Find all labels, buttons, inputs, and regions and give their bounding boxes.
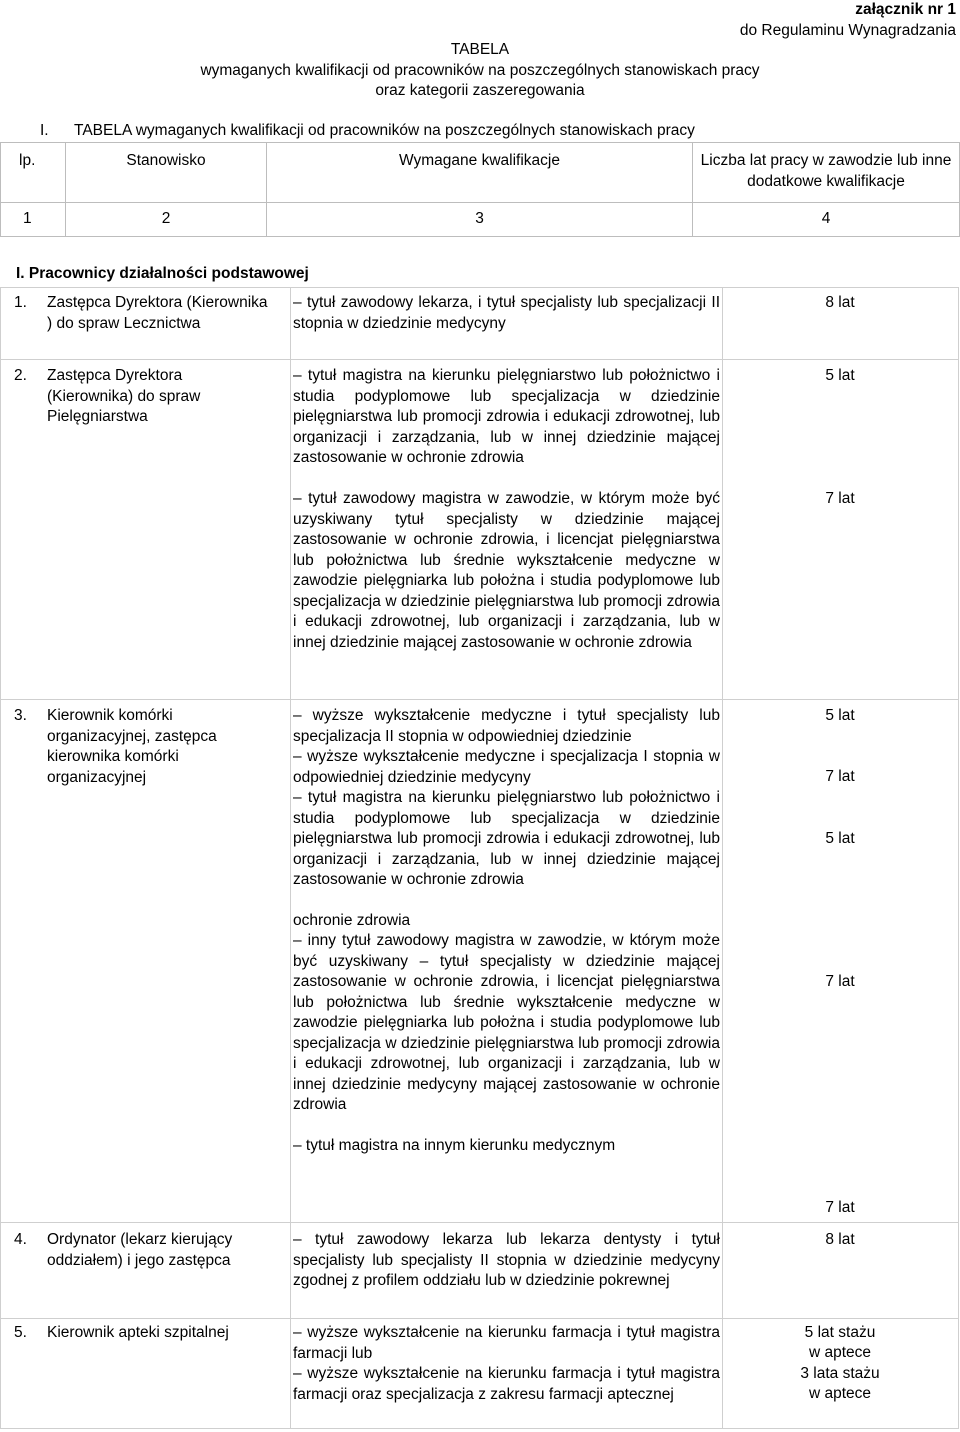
attachment-reference: do Regulaminu Wynagradzania — [739, 21, 956, 39]
grid-line — [0, 699, 959, 700]
header-num-1: 1 — [1, 203, 66, 237]
grid-line — [0, 359, 959, 360]
row-lata: 5 lat — [825, 830, 855, 847]
grid-line — [0, 287, 959, 288]
row-lp: 5. — [14, 1324, 27, 1341]
row-kwalifikacja: – tytuł magistra na kierunku pielęgniarstwo lub położnictwo i studia podyplomowe lub specjalizacja w dziedzinie pielęgniarstwa lub promocji zdrowia i edukacji zdrowotnej, lub organizacji i zarządzania, lub w innej dziedzinie mającej zastosowanie w ochronie zdrowia — [293, 367, 720, 466]
row-kwalifikacja: ochronie zdrowia — [293, 912, 411, 929]
row-lata: 3 lata stażu — [800, 1365, 880, 1382]
row-stanowisko: Zastępca Dyrektora (Kierownika ) do spraw Lecznictwa — [47, 294, 268, 332]
attachment-number: załącznik nr 1 — [855, 1, 956, 18]
row-lp: 2. — [14, 367, 27, 384]
row-lata: 7 lat — [825, 490, 855, 507]
row-lata: 5 lat stażu — [804, 1324, 876, 1341]
header-stanowisko: Stanowisko — [66, 143, 267, 203]
header-table — [0, 142, 960, 237]
row-kwalifikacja: – tytuł zawodowy lekarza, i tytuł specjalisty lub specjalizacji II stopnia w dziedzinie medycyny — [293, 294, 720, 332]
grid-line — [958, 287, 959, 1429]
header-num-2: 2 — [66, 203, 267, 237]
title-line-1: TABELA — [450, 41, 510, 58]
row-lata: w aptece — [808, 1385, 872, 1402]
section-text: TABELA wymaganych kwalifikacji od pracowników na poszczególnych stanowiskach pracy — [74, 122, 695, 139]
row-kwalifikacja: – wyższe wykształcenie medyczne i specjalizacja I stopnia w odpowiedniej dziedzinie medycyny — [293, 748, 720, 786]
section-number: I. — [40, 122, 49, 139]
row-stanowisko: Ordynator (lekarz kierujący oddziałem) i jego zastępca — [47, 1231, 233, 1269]
grid-line — [0, 1222, 959, 1223]
header-kwalifikacje: Wymagane kwalifikacje — [267, 143, 693, 203]
row-lata: 7 lat — [825, 768, 855, 785]
section-heading — [40, 121, 695, 142]
row-lata: 7 lat — [825, 1199, 855, 1216]
row-lp: 1. — [14, 294, 27, 311]
row-kwalifikacja: – tytuł zawodowy magistra w zawodzie, w którym może być uzyskiwany tytuł specjalisty w dziedzinie mającej zastosowanie w ochronie zdrowia, i licencjat pielęgniarstwa lub położnictwa lub średnie wykształcenie medyczne w zawodzie pielęgniarka lub położna i studia podyplomowe lub specjalizacja w dziedzinie pielęgniarstwa lub promocji zdrowia i edukacji zdrowotnej, lub organizacji i zarządzania, lub w innej dziedzinie mającej zastosowanie w ochronie zdrowia — [293, 490, 720, 651]
row-kwalifikacja: – tytuł magistra na kierunku pielęgniarstwo lub położnictwo i studia podyplomowe lub specjalizacja w dziedzinie pielęgniarstwa lub promocji zdrowia i edukacji zdrowotnej, lub organizacji i zarządzania, lub w innej dziedzinie mającej zastosowanie w ochronie zdrowia — [293, 789, 720, 888]
row-lp: 4. — [14, 1231, 27, 1248]
row-stanowisko: Kierownik komórki organizacyjnej, zastępca kierownika komórki organizacyjnej — [47, 707, 217, 786]
row-stanowisko: Zastępca Dyrektora (Kierownika) do spraw Pielęgniarstwa — [47, 367, 201, 425]
row-kwalifikacja: – inny tytuł zawodowy magistra w zawodzie, w którym może być uzyskiwany – tytuł specjalisty w dziedzinie mającej zastosowanie w ochronie zdrowia, i licencjat pielęgniarstwa lub położnictwa lub średnie wykształcenie medyczne w zawodzie pielęgniarka lub położna i studia podyplomowe lub specjalizacja w dziedzinie pielęgniarstwa lub promocji zdrowia i edukacji zdrowotnej, lub organizacji i zarządzania, lub w innej dziedzinie medycyny mającej zastosowanie w ochronie zdrowia — [293, 932, 720, 1113]
document-title — [0, 40, 960, 102]
grid-line — [0, 1428, 959, 1429]
row-lata: 7 lat — [825, 973, 855, 990]
row-stanowisko: Kierownik apteki szpitalnej — [47, 1324, 229, 1341]
grid-line — [0, 1318, 959, 1319]
header-num-3: 3 — [267, 203, 693, 237]
grid-line — [290, 287, 291, 1429]
row-kwalifikacja: – wyższe wykształcenie medyczne i tytuł specjalisty lub specjalizacja II stopnia w odpowiedniej dziedzinie — [293, 707, 720, 745]
header-lp: lp. — [1, 143, 66, 203]
grid-line — [722, 287, 723, 1429]
grid-line — [0, 287, 1, 1429]
title-line-2: wymaganych kwalifikacji od pracowników na poszczególnych stanowiskach pracy — [200, 61, 760, 79]
attachment-note — [556, 0, 956, 41]
header-liczba-lat: Liczba lat pracy w zawodzie lub inne dodatkowe kwalifikacje — [693, 143, 960, 203]
row-lata: 8 lat — [825, 1231, 855, 1248]
group-heading: I. Pracownicy działalności podstawowej — [16, 265, 309, 282]
row-lp: 3. — [14, 707, 27, 724]
row-kwalifikacja: – tytuł zawodowy lekarza lub lekarza dentysty i tytuł specjalisty lub specjalisty II stopnia w dziedzinie medycyny zgodnej z profilem oddziału lub w dziedzinie pokrewnej — [293, 1231, 720, 1289]
row-lata: 5 lat — [825, 707, 855, 724]
header-num-4: 4 — [693, 203, 960, 237]
row-lata: w aptece — [808, 1344, 872, 1361]
row-lata: 8 lat — [825, 294, 855, 311]
row-lata: 5 lat — [825, 367, 855, 384]
row-kwalifikacja: – tytuł magistra na innym kierunku medycznym — [293, 1137, 616, 1154]
row-kwalifikacja: – wyższe wykształcenie na kierunku farmacja i tytuł magistra farmacji oraz specjalizacja z zakresu farmacji aptecznej — [293, 1365, 720, 1403]
row-kwalifikacja: – wyższe wykształcenie na kierunku farmacja i tytuł magistra farmacji lub — [293, 1324, 720, 1362]
title-line-3: oraz kategorii zaszeregowania — [375, 82, 585, 99]
